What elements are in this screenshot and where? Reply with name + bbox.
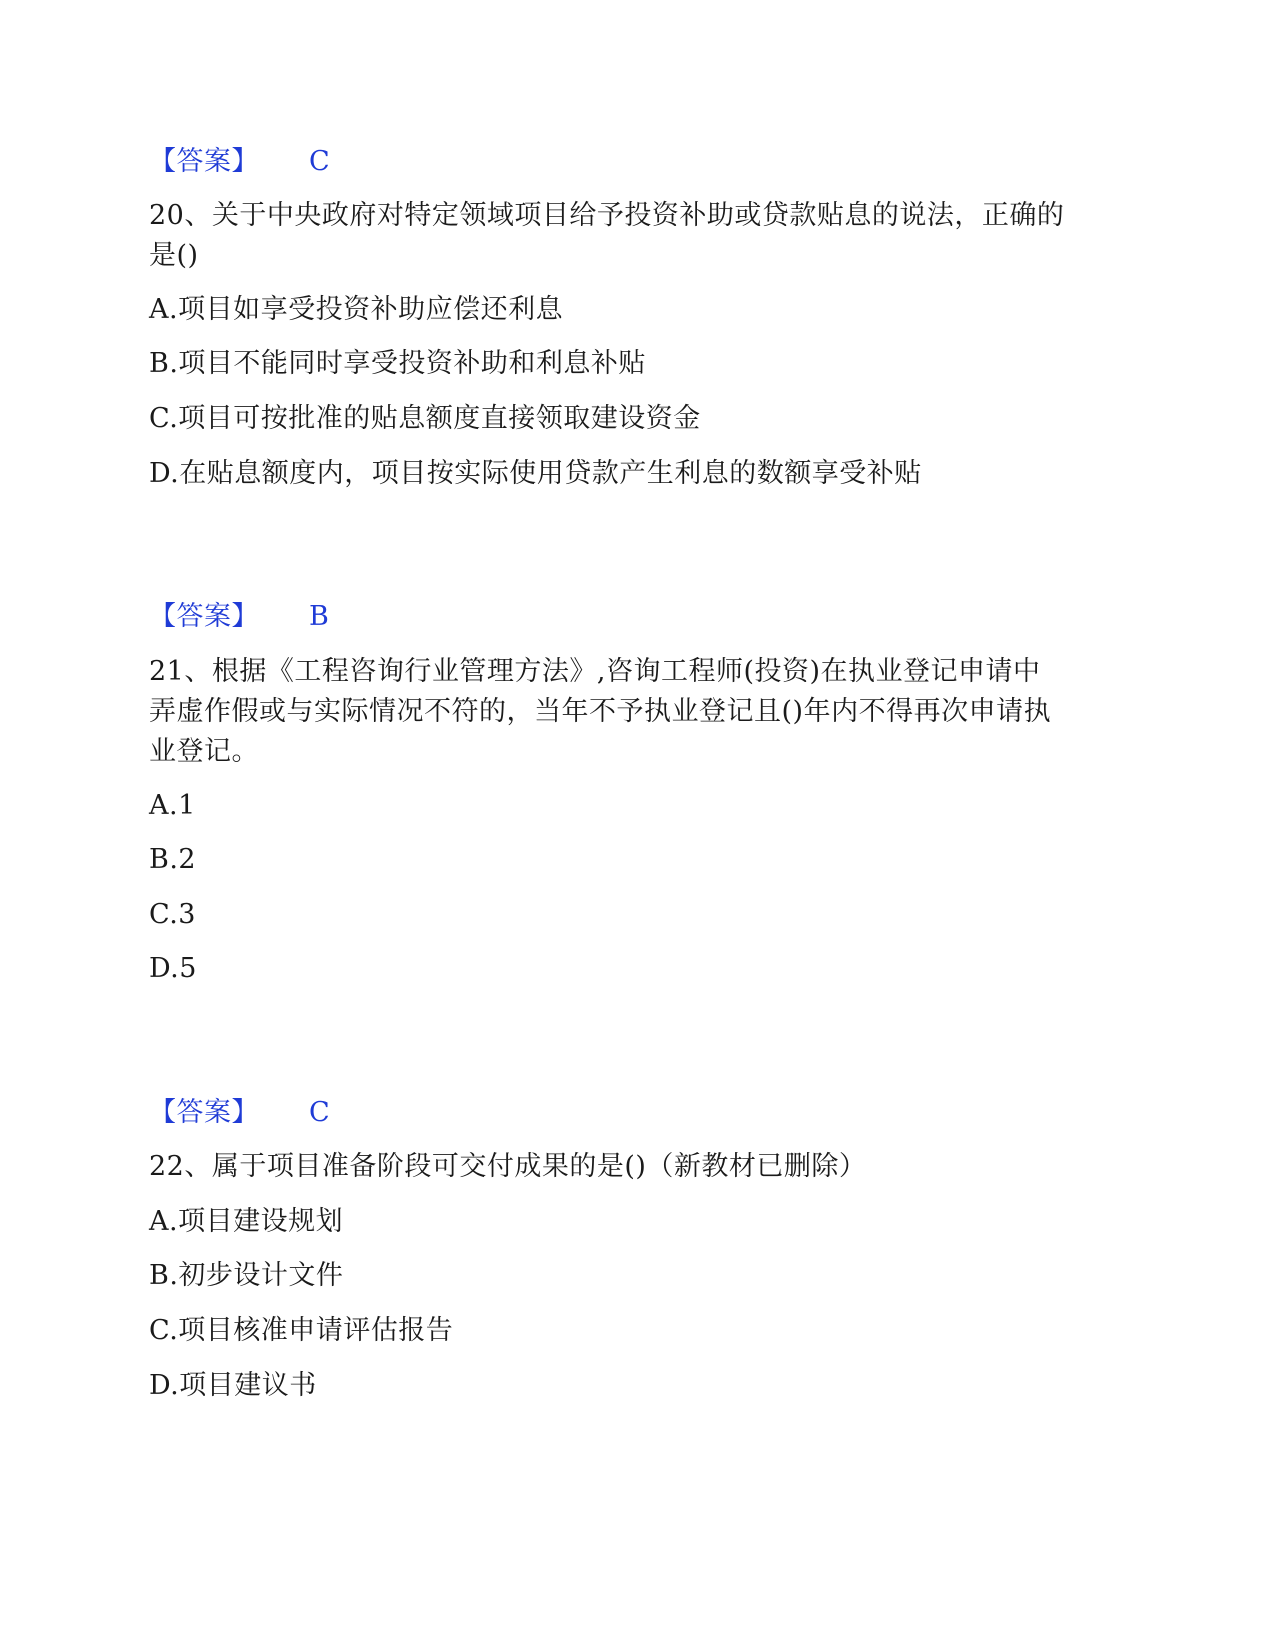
answer-line — [149, 1093, 330, 1133]
question-22-option-d: D.项目建议书 — [149, 1370, 317, 1401]
question-21-option-c: C.3 — [149, 899, 196, 930]
answer-label: 【答案】 — [149, 1097, 259, 1128]
question-20-option-b: B.项目不能同时享受投资补助和利息补贴 — [149, 348, 646, 379]
question-21-text-line-2: 弄虚作假或与实际情况不符的，当年不予执业登记且()年内不得再次申请执 — [149, 696, 1052, 727]
question-20-text-line-2: 是() — [149, 240, 199, 271]
answer-line — [149, 142, 330, 182]
answer-value: C — [309, 1097, 331, 1128]
question-22-option-b: B.初步设计文件 — [149, 1260, 344, 1291]
question-21-option-a: A.1 — [149, 790, 196, 821]
answer-label: 【答案】 — [149, 601, 259, 632]
answer-value: C — [309, 146, 331, 177]
question-20-text-line-1: 20、关于中央政府对特定领域项目给予投资补助或贷款贴息的说法，正确的 — [149, 200, 1065, 231]
question-21-option-b: B.2 — [149, 844, 197, 875]
question-22-text-line-1: 22、属于项目准备阶段可交付成果的是()（新教材已删除） — [149, 1151, 867, 1182]
question-22-option-c: C.项目核准申请评估报告 — [149, 1315, 454, 1346]
question-20-option-d: D.在贴息额度内，项目按实际使用贷款产生利息的数额享受补贴 — [149, 458, 922, 489]
question-20-option-c: C.项目可按批准的贴息额度直接领取建设资金 — [149, 403, 701, 434]
answer-label: 【答案】 — [149, 146, 259, 177]
answer-line — [149, 597, 329, 637]
question-20-option-a: A.项目如享受投资补助应偿还利息 — [149, 294, 564, 325]
question-21-text-line-1: 21、根据《工程咨询行业管理方法》,咨询工程师(投资)在执业登记申请中 — [149, 656, 1041, 687]
question-21-option-d: D.5 — [149, 953, 197, 984]
answer-value: B — [309, 601, 330, 632]
question-21-text-line-3: 业登记。 — [149, 736, 259, 767]
question-22-option-a: A.项目建设规划 — [149, 1206, 344, 1237]
